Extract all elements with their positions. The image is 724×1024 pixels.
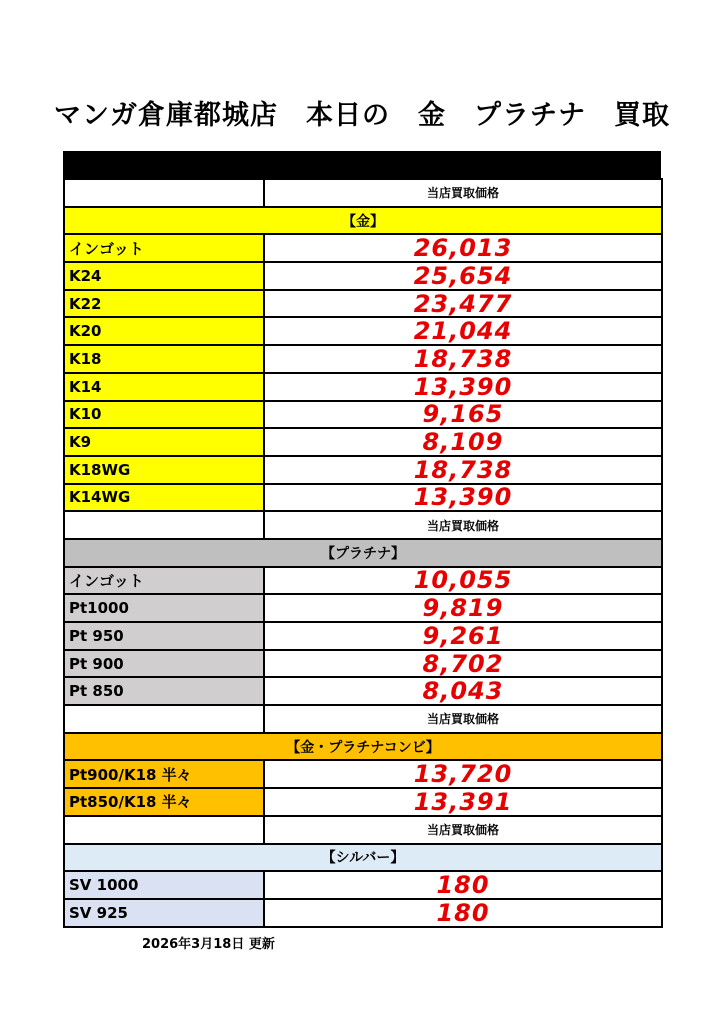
item-label: SV 925 <box>64 899 264 927</box>
page-title: マンガ倉庫都城店 本日の 金 プラチナ 買取 <box>54 100 670 131</box>
section-title-combo: 【金・プラチナコンビ】 <box>64 733 662 761</box>
item-label: K10 <box>64 401 264 429</box>
item-price: 23,477 <box>264 290 662 318</box>
table-row <box>64 234 662 262</box>
table-row <box>64 871 662 899</box>
table-row <box>64 345 662 373</box>
table-row <box>64 262 662 290</box>
item-price: 8,109 <box>264 428 662 456</box>
table-row <box>64 567 662 595</box>
item-label: Pt 950 <box>64 622 264 650</box>
price-header: 当店買取価格 <box>264 511 662 539</box>
item-label: Pt900/K18 半々 <box>64 760 264 788</box>
table-row <box>64 760 662 788</box>
table-row <box>64 650 662 678</box>
header-bar <box>63 151 661 178</box>
item-price: 180 <box>264 899 662 927</box>
item-price: 9,819 <box>264 594 662 622</box>
section-header-gold <box>64 207 662 235</box>
item-label: K18 <box>64 345 264 373</box>
table-row <box>64 622 662 650</box>
price-header-row <box>64 179 662 207</box>
item-label: インゴット <box>64 234 264 262</box>
item-price: 8,043 <box>264 677 662 705</box>
item-price: 18,738 <box>264 345 662 373</box>
price-header: 当店買取価格 <box>264 816 662 844</box>
item-label: K14 <box>64 373 264 401</box>
table-row <box>64 899 662 927</box>
item-price: 13,390 <box>264 484 662 512</box>
section-title-silver: 【シルバー】 <box>64 844 662 872</box>
section-header-platinum <box>64 539 662 567</box>
table-row <box>64 317 662 345</box>
price-header-row <box>64 816 662 844</box>
table-row <box>64 401 662 429</box>
item-label: インゴット <box>64 567 264 595</box>
item-label: Pt1000 <box>64 594 264 622</box>
table-row <box>64 788 662 816</box>
section-header-silver <box>64 844 662 872</box>
item-price: 25,654 <box>264 262 662 290</box>
table-row <box>64 677 662 705</box>
table-row <box>64 484 662 512</box>
item-price: 13,720 <box>264 760 662 788</box>
item-label: Pt 850 <box>64 677 264 705</box>
table-row <box>64 428 662 456</box>
table-row <box>64 290 662 318</box>
item-label: SV 1000 <box>64 871 264 899</box>
price-header-row <box>64 705 662 733</box>
update-date: 2026年3月18日 更新 <box>142 937 275 952</box>
section-header-combo <box>64 733 662 761</box>
item-price: 21,044 <box>264 317 662 345</box>
item-price: 10,055 <box>264 567 662 595</box>
item-price: 180 <box>264 871 662 899</box>
item-price: 18,738 <box>264 456 662 484</box>
item-price: 26,013 <box>264 234 662 262</box>
price-header: 当店買取価格 <box>264 179 662 207</box>
item-label: K9 <box>64 428 264 456</box>
price-header-row <box>64 511 662 539</box>
item-label: K24 <box>64 262 264 290</box>
table-row <box>64 456 662 484</box>
item-label: K22 <box>64 290 264 318</box>
item-price: 8,702 <box>264 650 662 678</box>
item-label: K14WG <box>64 484 264 512</box>
item-label: K20 <box>64 317 264 345</box>
section-title-platinum: 【プラチナ】 <box>64 539 662 567</box>
item-price: 13,391 <box>264 788 662 816</box>
item-price: 9,165 <box>264 401 662 429</box>
price-header: 当店買取価格 <box>264 705 662 733</box>
price-table <box>63 151 661 928</box>
price-grid <box>63 178 663 928</box>
item-price: 9,261 <box>264 622 662 650</box>
table-row <box>64 373 662 401</box>
item-price: 13,390 <box>264 373 662 401</box>
item-label: K18WG <box>64 456 264 484</box>
item-label: Pt850/K18 半々 <box>64 788 264 816</box>
section-title-gold: 【金】 <box>64 207 662 235</box>
table-row <box>64 594 662 622</box>
item-label: Pt 900 <box>64 650 264 678</box>
